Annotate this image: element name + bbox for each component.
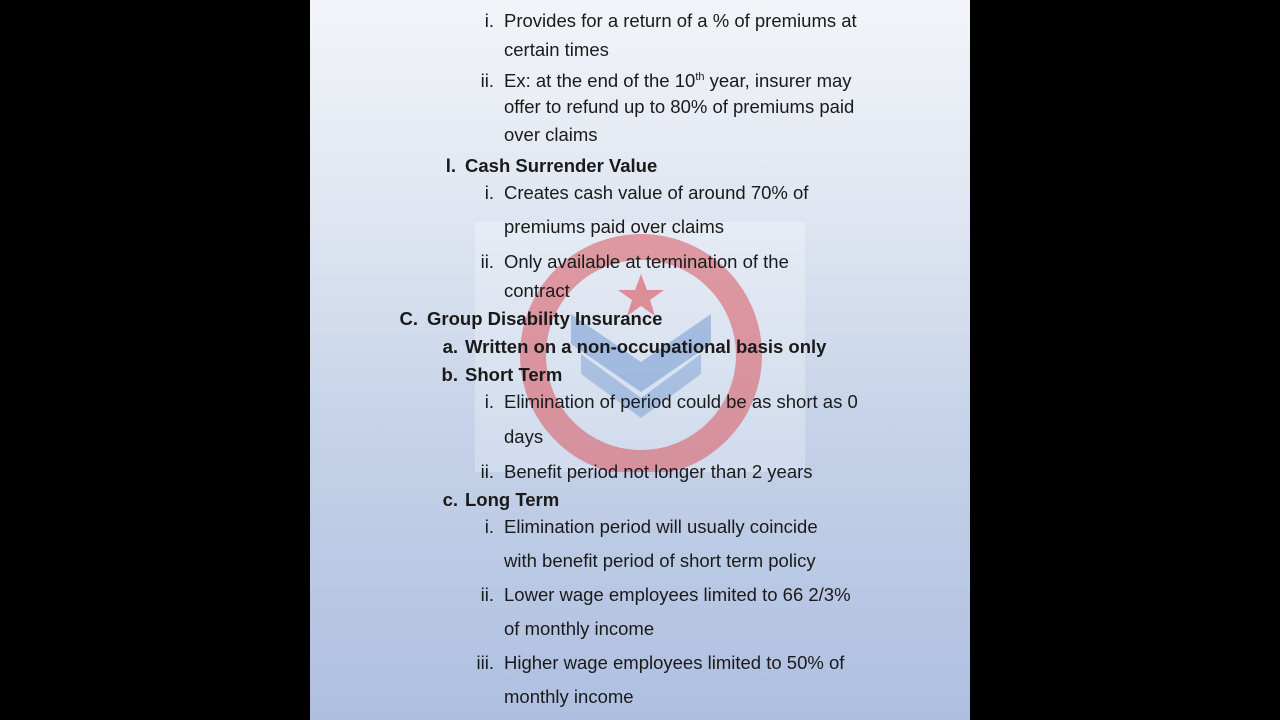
list-item-text: Ex: at the end of the 10th year, insurer may: [504, 70, 852, 91]
list-item-text: over claims: [504, 124, 598, 145]
list-item-text: Provides for a return of a % of premiums at: [504, 10, 857, 31]
list-item-text: Lower wage employees limited to 66 2/3%: [504, 584, 851, 605]
list-item-text: Creates cash value of around 70% of: [504, 182, 809, 203]
section-marker: C.: [399, 308, 418, 329]
list-item-text: of monthly income: [504, 618, 655, 639]
list-marker: i.: [484, 182, 494, 203]
document-page: [310, 0, 970, 720]
subsection-marker: c.: [442, 489, 458, 510]
list-item-text: with benefit period of short term policy: [504, 550, 816, 571]
list-item-text: Only available at termination of the: [504, 251, 789, 272]
list-item-text: Elimination period will usually coincide: [504, 516, 818, 537]
list-marker: ii.: [480, 461, 494, 482]
list-marker: ii.: [480, 584, 494, 605]
list-item-text: certain times: [504, 39, 609, 60]
list-marker: ii.: [480, 70, 494, 91]
list-marker: i.: [484, 516, 494, 537]
subsection-marker: b.: [441, 364, 458, 385]
section-heading: Cash Surrender Value: [465, 155, 658, 176]
list-item-text: contract: [504, 280, 570, 301]
section-marker: l.: [445, 155, 456, 176]
list-marker: i.: [484, 10, 494, 31]
list-marker: iii.: [476, 652, 494, 673]
list-item-text: premiums paid over claims: [504, 216, 725, 237]
list-item-text: offer to refund up to 80% of premiums paid: [504, 96, 855, 117]
list-item-text: Elimination of period could be as short as 0: [504, 391, 858, 412]
subsection-heading: Written on a non-occupational basis only: [465, 336, 827, 357]
list-marker: ii.: [480, 251, 494, 272]
list-item-text: days: [504, 426, 544, 447]
subsection-heading: Short Term: [465, 364, 563, 385]
subsection-marker: a.: [442, 336, 458, 357]
list-item-text: Benefit period not longer than 2 years: [504, 461, 813, 482]
list-item-text: monthly income: [504, 686, 634, 707]
section-heading: Group Disability Insurance: [427, 308, 663, 329]
list-marker: i.: [484, 391, 494, 412]
list-item-text: Higher wage employees limited to 50% of: [504, 652, 845, 673]
subsection-heading: Long Term: [465, 489, 560, 510]
